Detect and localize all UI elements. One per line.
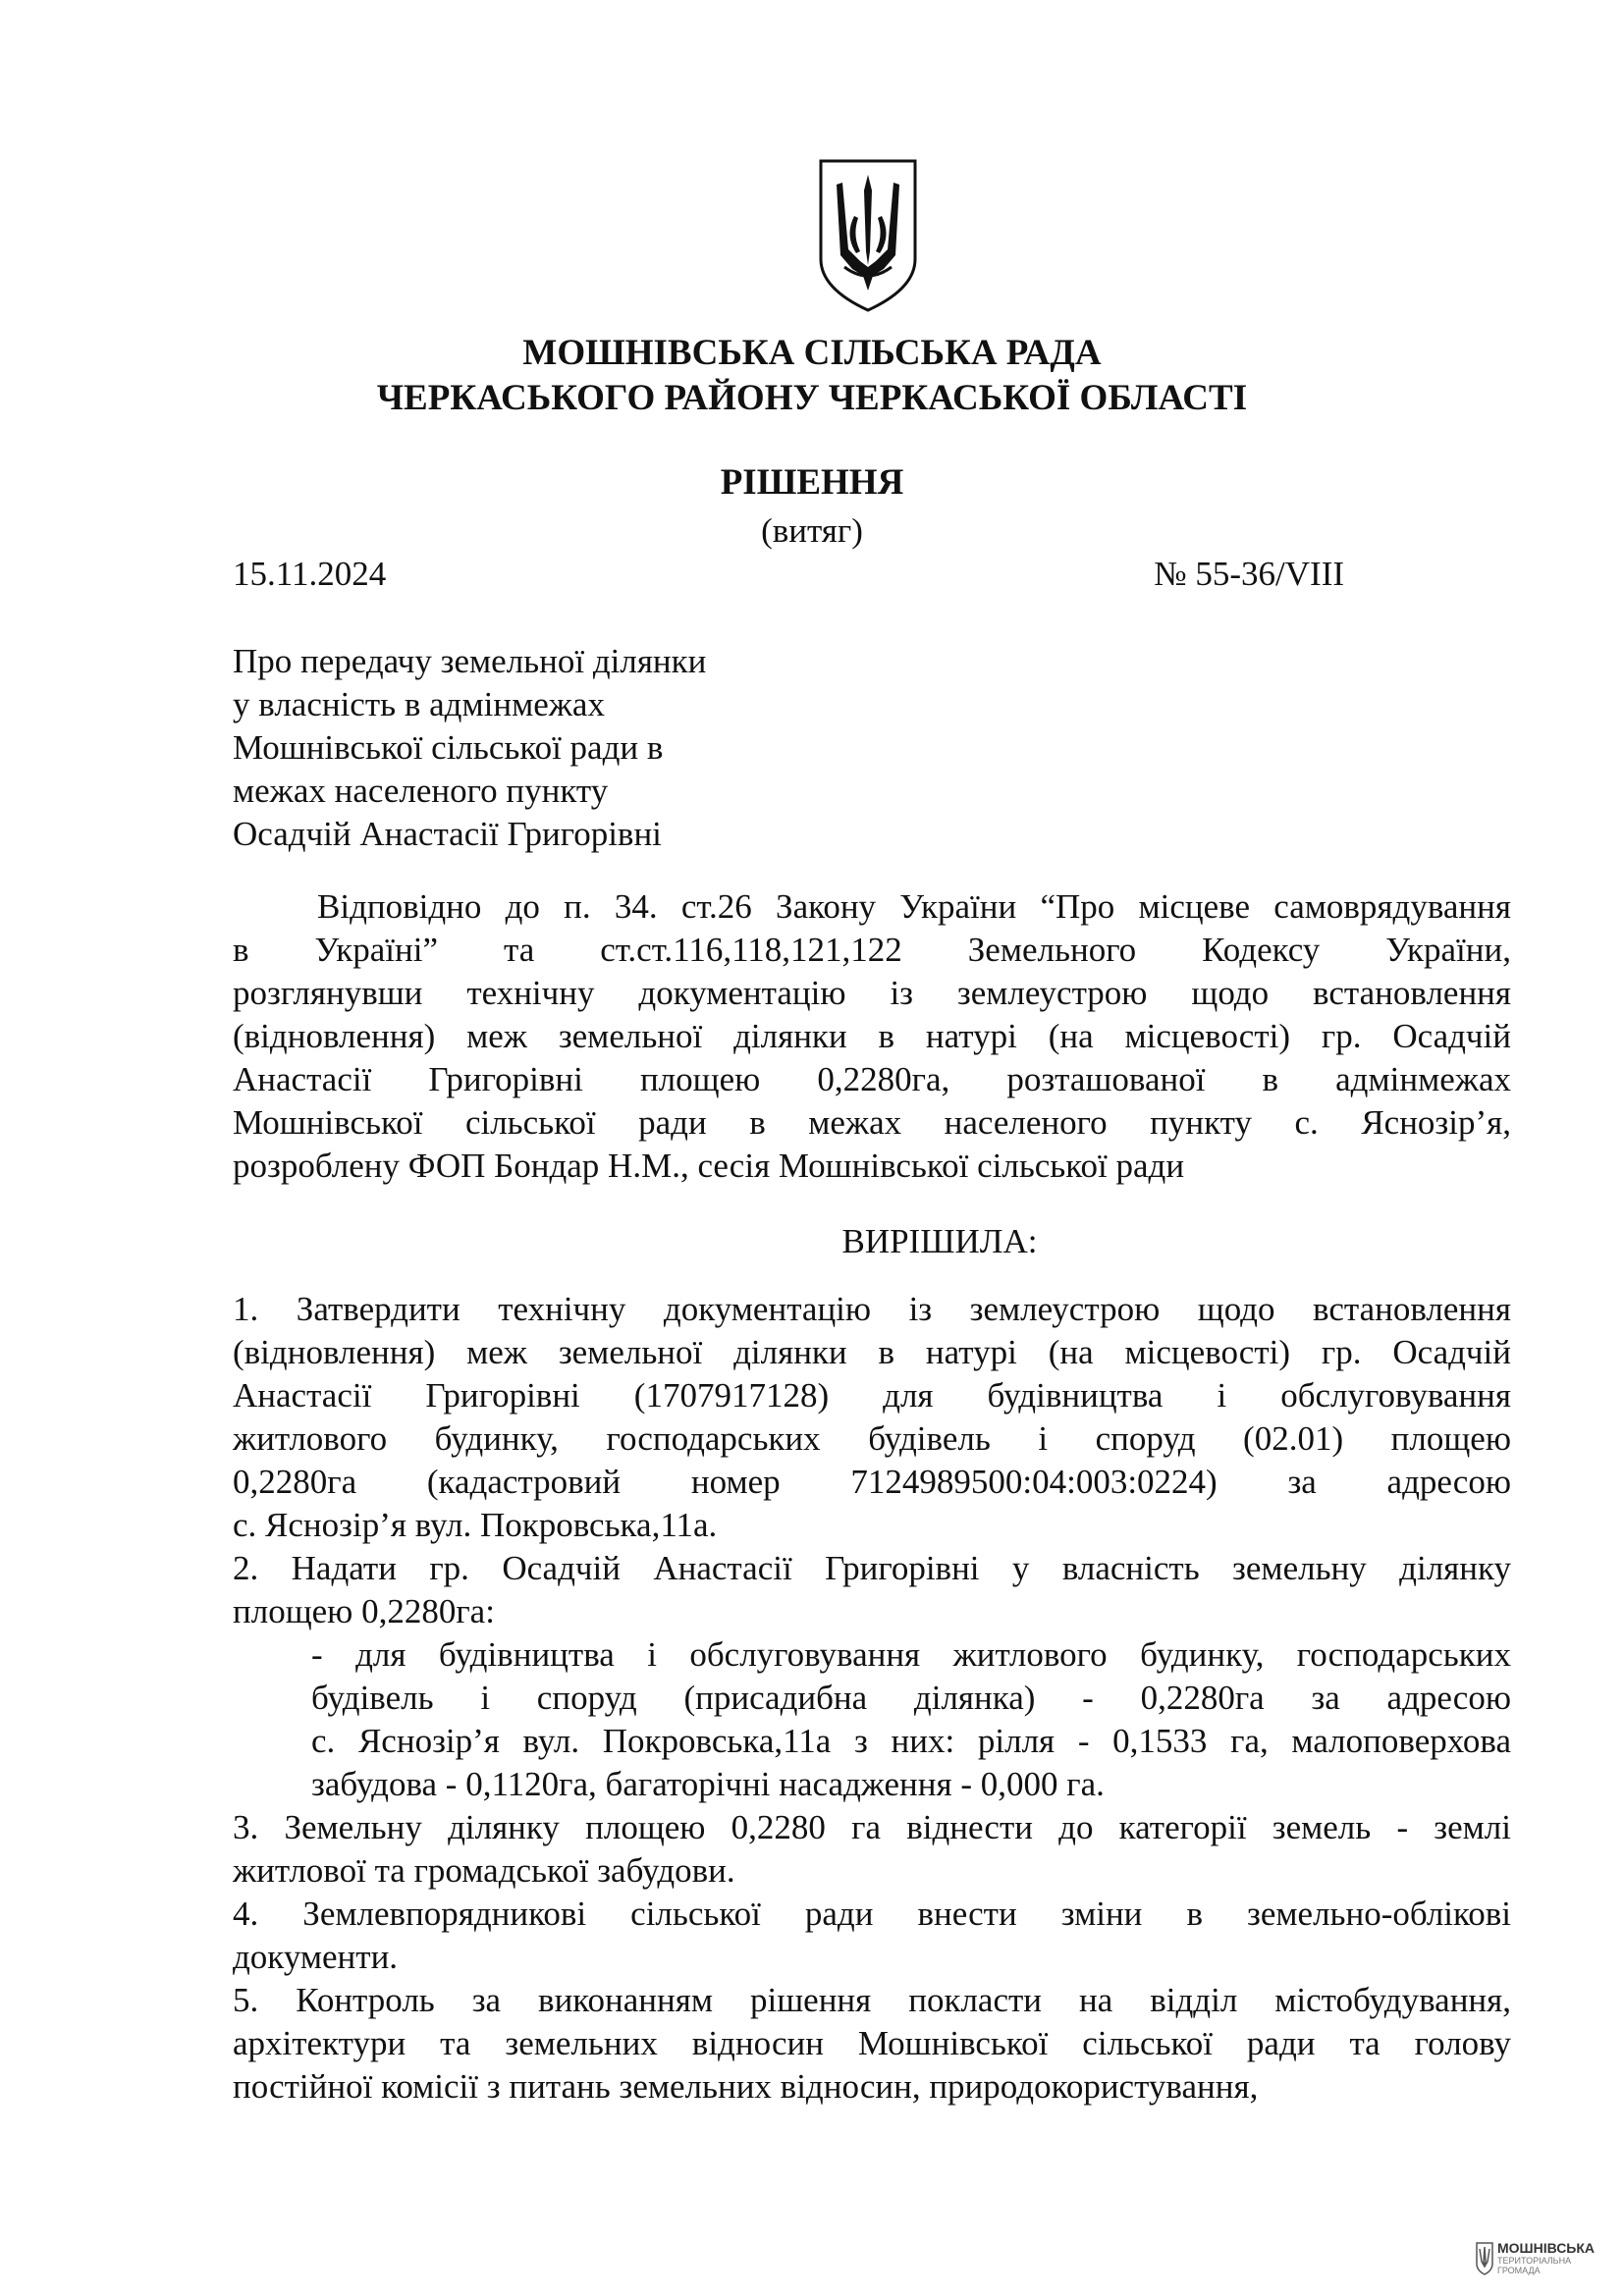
watermark-name: МОШНІВСЬКА	[1497, 2240, 1596, 2256]
decision-item	[233, 1979, 1511, 2109]
community-watermark	[1476, 2240, 1594, 2279]
decision-item-line: архітектури та земельних відносин Мошнівської сільської ради та голову	[233, 2024, 1511, 2062]
preamble-line: Мошнівської сільської ради в межах населеного пункту с. Яснозір’я,	[233, 1103, 1511, 1142]
decision-item	[233, 1547, 1511, 1633]
subject-line: Про передачу земельної ділянки	[233, 642, 707, 680]
preamble-paragraph	[233, 885, 1511, 1188]
decision-item-line: житлового будинку, господарських будівель і споруд (02.01) площею	[233, 1419, 1511, 1458]
decision-item-line: с. Яснозір’я вул. Покровська,11а з них: рілля - 0,1533 га, малоповерхова	[311, 1722, 1511, 1760]
decision-item-line: документи.	[233, 1938, 399, 1976]
decision-item	[233, 1633, 1511, 1806]
decision-item-line: будівель і споруд (присадибна ділянка) - 0,2280га за адресою	[311, 1679, 1511, 1717]
council-district: ЧЕРКАСЬКОГО РАЙОНУ ЧЕРКАСЬКОЇ ОБЛАСТІ	[376, 378, 1248, 418]
document-title: РІШЕННЯ	[720, 462, 904, 503]
decision-item-line: 1. Затвердити технічну документацію із землеустрою щодо встановлення	[233, 1290, 1511, 1328]
decision-item-line: 5. Контроль за виконанням рішення покласти на відділ містобудування,	[233, 1981, 1511, 2019]
decision-date: 15.11.2024	[233, 555, 387, 593]
resolved-heading: ВИРІШИЛА:	[841, 1222, 1038, 1260]
decision-item	[233, 1288, 1511, 1547]
document-subtitle: (витяг)	[761, 511, 863, 550]
decision-item-line: - для будівництва і обслуговування житлового будинку, господарських	[311, 1635, 1511, 1674]
decision-item-line: житлової та громадської забудови.	[233, 1851, 735, 1890]
preamble-line: розроблену ФОП Бондар Н.М., сесія Мошнівської сільської ради	[233, 1147, 1185, 1185]
decision-item	[233, 1893, 1511, 1979]
preamble-line: Анастасії Григорівні площею 0,2280га, розташованої в адмінмежах	[233, 1060, 1511, 1098]
subject-line: у власність в адмінмежах	[233, 685, 605, 723]
decision-item-line: площею 0,2280га:	[233, 1592, 495, 1630]
decision-item-line: Анастасії Григорівні (1707917128) для будівництва і обслуговування	[233, 1376, 1511, 1415]
trident-watermark-icon	[1476, 2242, 1493, 2275]
watermark-subtitle: ТЕРИТОРІАЛЬНА ГРОМАДА	[1497, 2256, 1572, 2275]
subject-line: Мошнівської сільської ради в	[233, 728, 664, 767]
preamble-line: Відповідно до п. 34. ст.26 Закону України “Про місцеве самоврядування	[317, 887, 1511, 926]
preamble-line: (відновлення) меж земельної ділянки в натурі (на місцевості) гр. Осадчій	[233, 1017, 1511, 1055]
preamble-line: розглянувши технічну документацію із землеустрою щодо встановлення	[233, 974, 1511, 1012]
decision-item-line: постійної комісії з питань земельних відносин, природокористування,	[233, 2067, 1259, 2106]
decision-number: № 55-36/VIII	[1154, 555, 1344, 593]
decision-item-line: 2. Надати гр. Осадчій Анастасії Григорівні у власність земельну ділянку	[233, 1549, 1511, 1587]
decision-subject	[233, 640, 706, 856]
decision-item	[233, 1806, 1511, 1893]
subject-line: межах населеного пункту	[233, 772, 609, 810]
subject-line: Осадчій Анастасії Григорівні	[233, 815, 662, 853]
decision-item-line: (відновлення) меж земельної ділянки в натурі (на місцевості) гр. Осадчій	[233, 1333, 1511, 1371]
trident-coat-of-arms-icon	[815, 157, 921, 314]
decision-items	[233, 1288, 1511, 2109]
decision-item-line: 0,2280га (кадастровий номер 7124989500:04:003:0224) за адресою	[233, 1463, 1511, 1501]
decision-item-line: 4. Землевпорядникові сільської ради внести зміни в земельно-облікові	[233, 1895, 1511, 1933]
council-name: МОШНІВСЬКА СІЛЬСЬКА РАДА	[522, 333, 1102, 373]
preamble-line: в Україні” та ст.ст.116,118,121,122 Земельного Кодексу України,	[233, 931, 1511, 969]
decision-item-line: с. Яснозір’я вул. Покровська,11а.	[233, 1506, 718, 1544]
decision-item-line: забудова - 0,1120га, багаторічні насадження - 0,000 га.	[311, 1765, 1105, 1803]
decision-item-line: 3. Земельну ділянку площею 0,2280 га віднести до категорії земель - землі	[233, 1808, 1511, 1846]
